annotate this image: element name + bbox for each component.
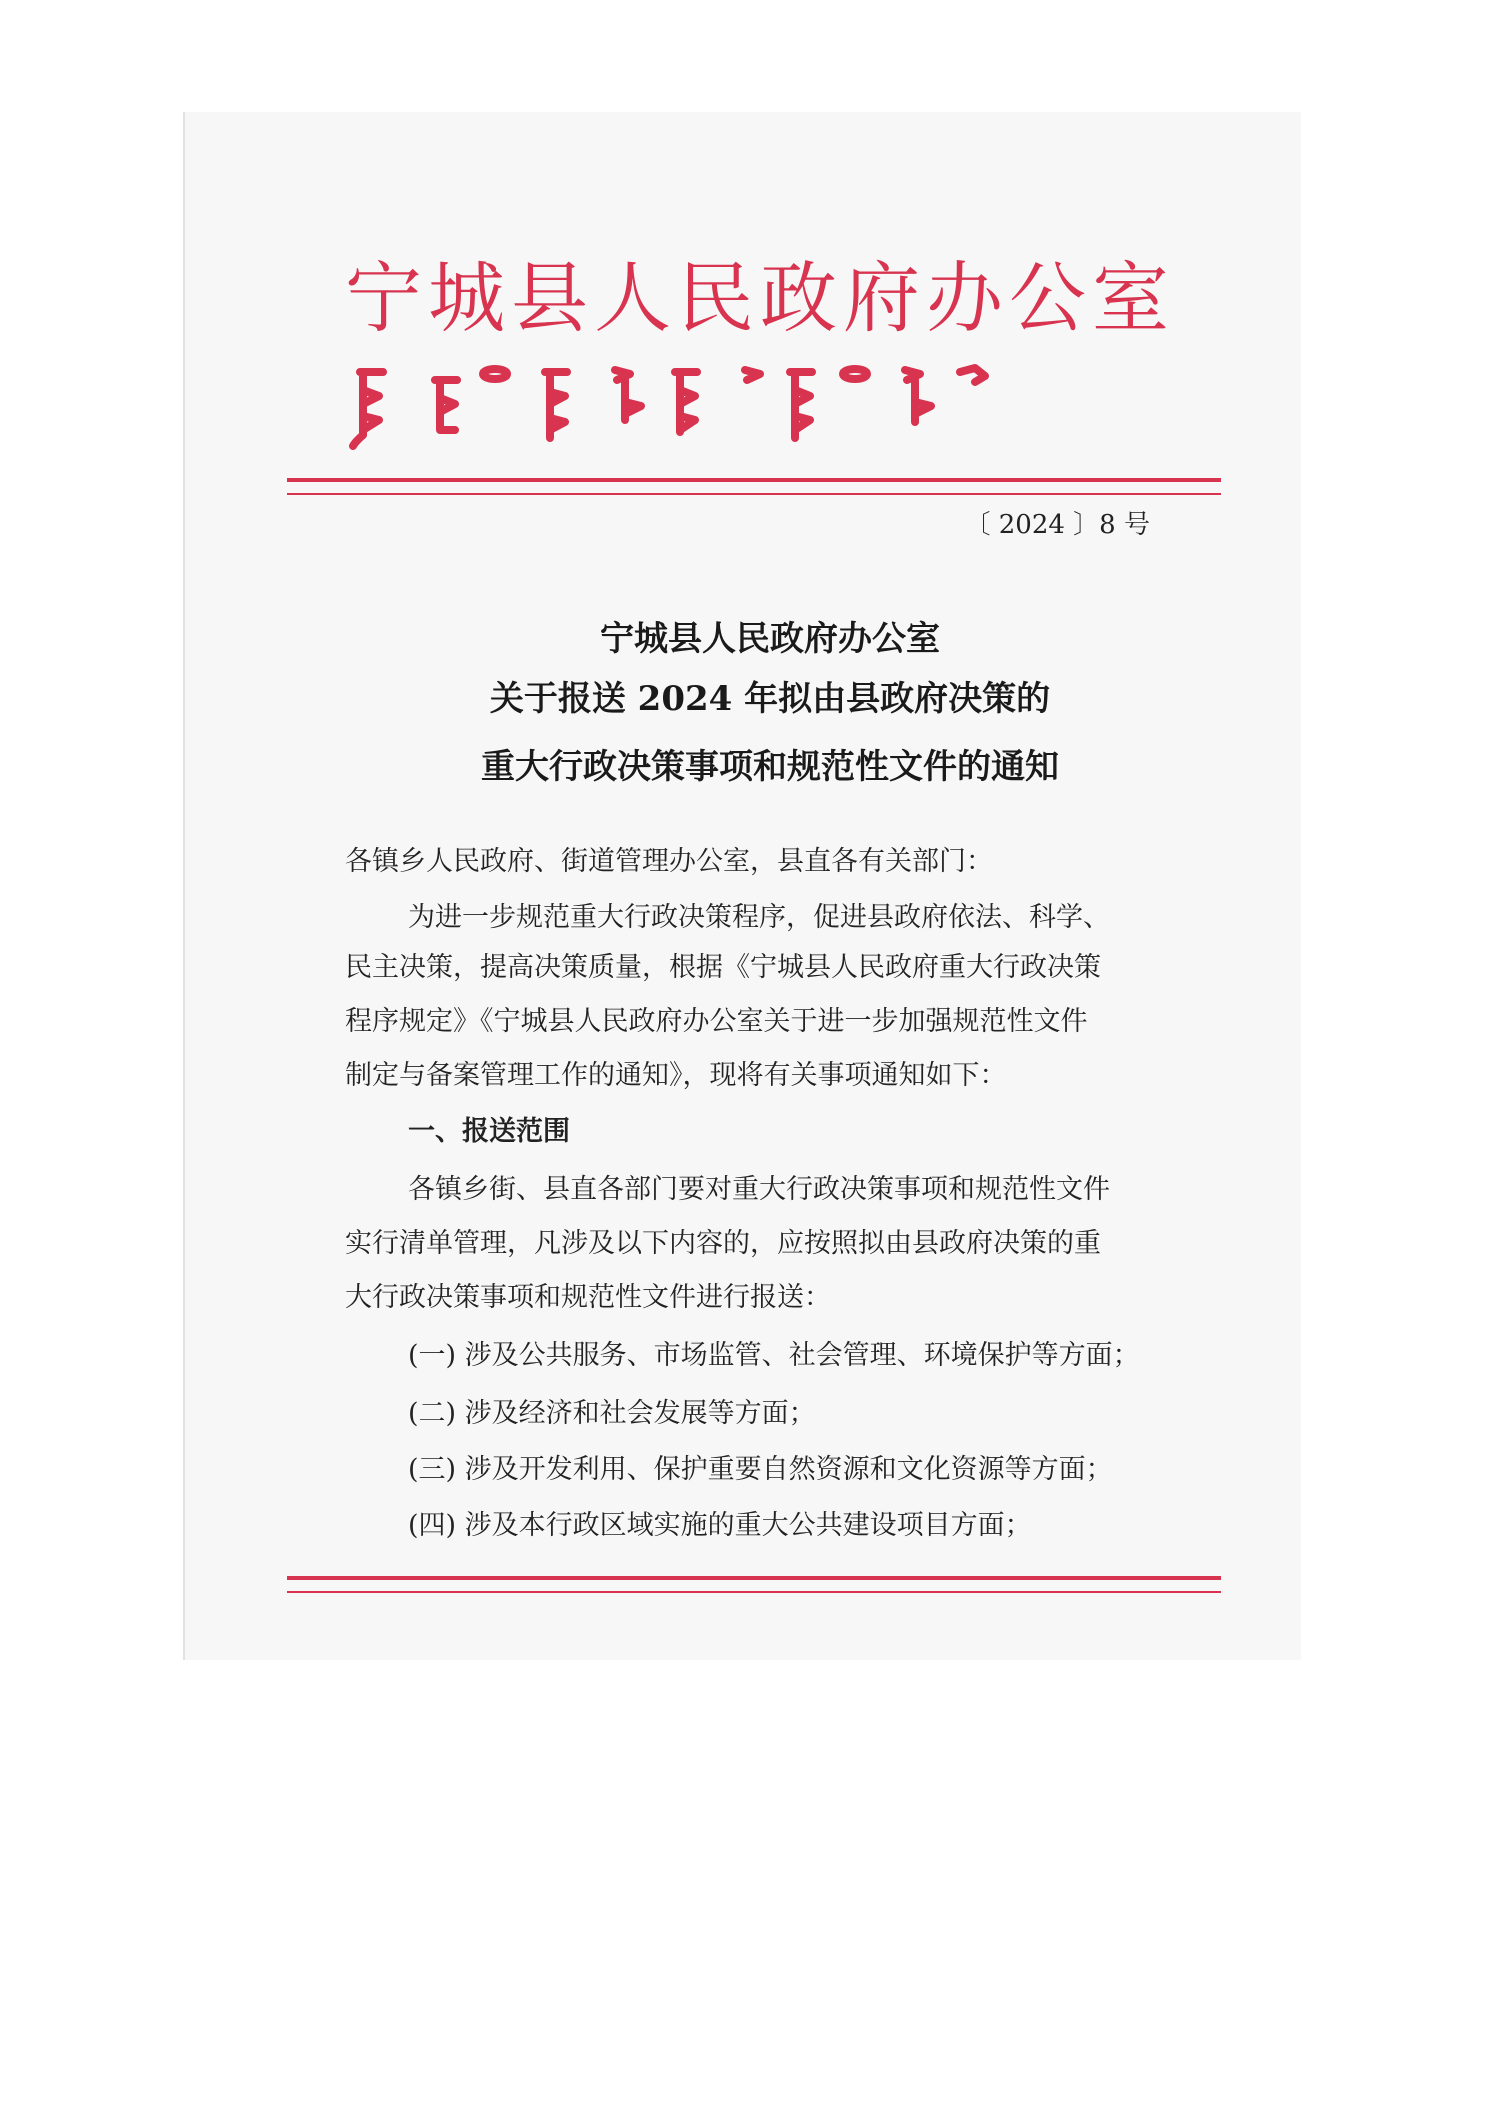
paragraph-line: 实行清单管理，凡涉及以下内容的，应按照拟由县政府决策的重: [345, 1228, 1101, 1259]
paragraph-line: 程序规定》《宁城县人民政府办公室关于进一步加强规范性文件: [345, 1006, 1088, 1037]
paragraph-line: 为进一步规范重大行政决策程序，促进县政府依法、科学、: [408, 902, 1110, 933]
red-divider-top: [287, 478, 1221, 495]
red-divider-bottom: [287, 1576, 1221, 1593]
document-title-line-1: 宁城县人民政府办公室: [600, 619, 940, 659]
list-item: (三) 涉及开发利用、保护重要自然资源和文化资源等方面；: [408, 1454, 1113, 1485]
paragraph-line: 民主决策，提高决策质量，根据《宁城县人民政府重大行政决策: [345, 952, 1101, 983]
list-item: (二) 涉及经济和社会发展等方面；: [408, 1398, 816, 1429]
list-item: (四) 涉及本行政区域实施的重大公共建设项目方面；: [408, 1510, 1032, 1541]
document-title-line-2: 关于报送 2024 年拟由县政府决策的: [489, 679, 1051, 719]
addressee: 各镇乡人民政府、街道管理办公室，县直各有关部门：: [345, 846, 993, 877]
section-heading: 一、报送范围: [408, 1116, 570, 1147]
list-item: (一) 涉及公共服务、市场监管、社会管理、环境保护等方面；: [408, 1340, 1140, 1371]
page-edge: [183, 112, 185, 1660]
letterhead-title: 宁城县人民政府办公室: [345, 255, 1175, 344]
paragraph-line: 制定与备案管理工作的通知》，现将有关事项通知如下：: [345, 1060, 1007, 1091]
document-title-line-3: 重大行政决策事项和规范性文件的通知: [481, 747, 1059, 787]
paragraph-line: 大行政决策事项和规范性文件进行报送：: [345, 1282, 831, 1313]
paragraph-line: 各镇乡街、县直各部门要对重大行政决策事项和规范性文件: [408, 1174, 1110, 1205]
mongolian-script-letterhead: [345, 360, 1145, 450]
document-number: 〔 2024 〕8 号: [964, 510, 1150, 540]
